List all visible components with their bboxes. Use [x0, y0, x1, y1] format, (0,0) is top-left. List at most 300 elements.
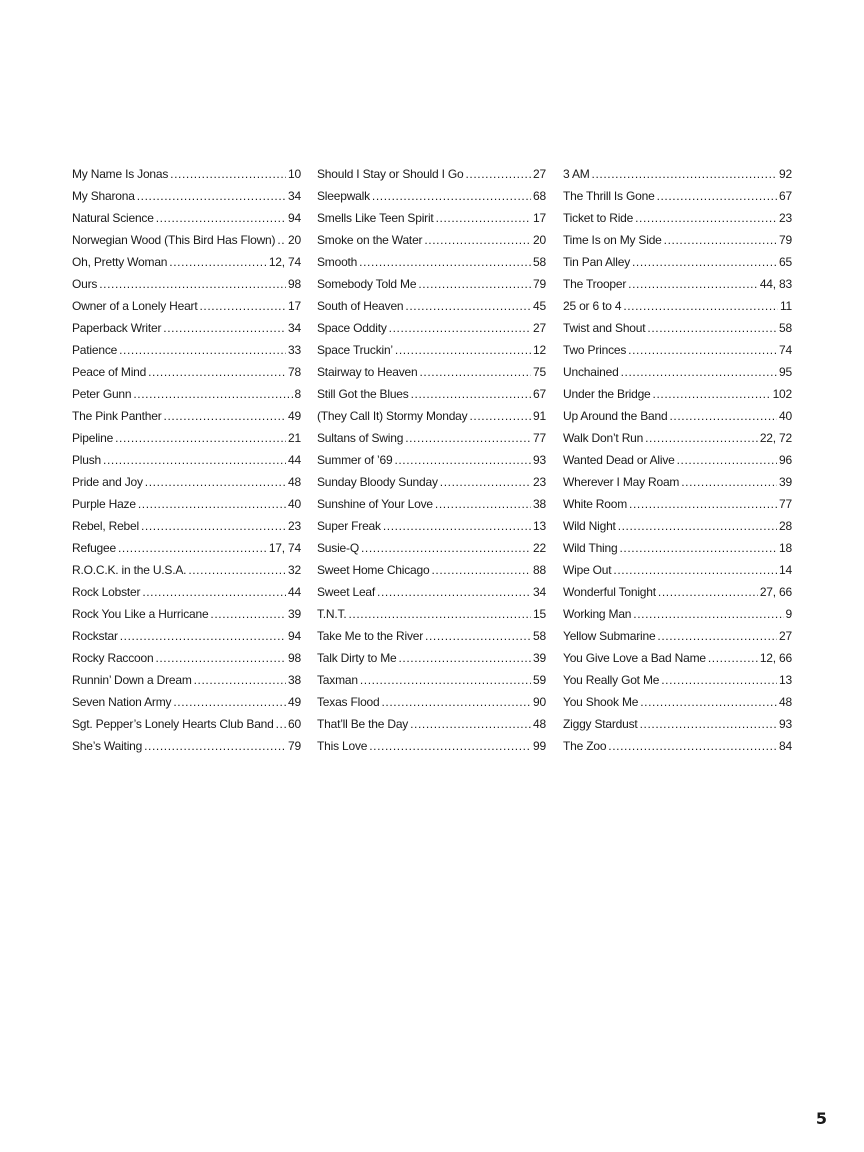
song-title: Sultans of Swing [317, 431, 404, 445]
index-entry [317, 383, 546, 405]
song-page: 27 [533, 167, 546, 181]
song-page: 58 [779, 321, 792, 335]
dot-leader [389, 317, 531, 339]
song-title: Two Princes [563, 343, 627, 357]
dot-leader [657, 625, 777, 647]
song-page: 84 [779, 739, 792, 753]
dot-leader [372, 185, 531, 207]
song-page: 12, 66 [759, 651, 792, 665]
song-title: Rock Lobster [72, 585, 141, 599]
song-page: 79 [533, 277, 546, 291]
song-title: You Give Love a Bad Name [563, 651, 706, 665]
song-title: Owner of a Lonely Heart [72, 299, 198, 313]
index-entry [72, 317, 301, 339]
song-title: My Sharona [72, 189, 135, 203]
dot-leader [369, 735, 531, 757]
song-title: Rocky Raccoon [72, 651, 154, 665]
dot-leader [155, 647, 286, 669]
song-page: 95 [779, 365, 792, 379]
index-column-3 [563, 163, 792, 757]
dot-leader [382, 691, 532, 713]
index-entry [72, 691, 301, 713]
index-entry [317, 471, 546, 493]
index-entry [317, 273, 546, 295]
index-list [563, 163, 792, 757]
dot-leader [164, 405, 287, 427]
dot-leader [410, 713, 531, 735]
dot-leader [613, 559, 777, 581]
song-title: The Thrill Is Gone [563, 189, 655, 203]
index-entry [563, 603, 792, 625]
dot-leader [657, 185, 777, 207]
index-entry [563, 581, 792, 603]
song-title: Susie-Q [317, 541, 359, 555]
dot-leader [398, 647, 531, 669]
index-entry [563, 449, 792, 471]
index-entry [317, 669, 546, 691]
index-entry [563, 471, 792, 493]
index-entry [563, 735, 792, 757]
song-page: 77 [533, 431, 546, 445]
dot-leader [115, 427, 286, 449]
song-title: Up Around the Band [563, 409, 668, 423]
song-page: 22, 72 [759, 431, 792, 445]
song-title: Peace of Mind [72, 365, 147, 379]
song-title: Stairway to Heaven [317, 365, 418, 379]
dot-leader [653, 383, 771, 405]
song-page: 14 [779, 563, 792, 577]
dot-leader [173, 691, 286, 713]
song-title: You Shook Me [563, 695, 639, 709]
dot-leader [99, 273, 286, 295]
song-page: 93 [533, 453, 546, 467]
song-title: Wild Thing [563, 541, 618, 555]
dot-leader [395, 339, 531, 361]
index-entry [317, 559, 546, 581]
song-page: 40 [779, 409, 792, 423]
dot-leader [194, 669, 286, 691]
dot-leader [118, 537, 267, 559]
dot-leader [708, 647, 758, 669]
song-page: 17 [288, 299, 301, 313]
song-page: 44 [288, 453, 301, 467]
index-entry [563, 647, 792, 669]
index-entry [72, 185, 301, 207]
song-title: Runnin’ Down a Dream [72, 673, 192, 687]
song-title: This Love [317, 739, 368, 753]
song-page: 34 [288, 321, 301, 335]
song-page: 38 [288, 673, 301, 687]
index-entry [72, 405, 301, 427]
index-entry [72, 581, 301, 603]
dot-leader [145, 471, 286, 493]
dot-leader [425, 625, 531, 647]
song-page: 17, 74 [268, 541, 301, 555]
song-title: 25 or 6 to 4 [563, 299, 622, 313]
song-title: Take Me to the River [317, 629, 424, 643]
song-title: Walk Don’t Run [563, 431, 644, 445]
dot-leader [435, 493, 531, 515]
index-entry [72, 273, 301, 295]
index-entry [563, 515, 792, 537]
index-entry [72, 251, 301, 273]
song-page: 91 [533, 409, 546, 423]
song-title: South of Heaven [317, 299, 404, 313]
index-entry [563, 383, 792, 405]
song-page: 67 [533, 387, 546, 401]
song-page: 40 [288, 497, 301, 511]
dot-leader [405, 295, 531, 317]
song-page: 67 [779, 189, 792, 203]
song-title: 3 AM [563, 167, 590, 181]
dot-leader [440, 471, 531, 493]
dot-leader [640, 713, 777, 735]
song-title: Under the Bridge [563, 387, 651, 401]
index-entry [317, 647, 546, 669]
index-entry [72, 339, 301, 361]
song-title: Paperback Writer [72, 321, 162, 335]
song-title: Space Oddity [317, 321, 387, 335]
song-title: Twist and Shout [563, 321, 646, 335]
index-entry [317, 251, 546, 273]
index-entry [72, 383, 301, 405]
index-entry [317, 735, 546, 757]
index-entry [317, 515, 546, 537]
dot-leader [592, 163, 778, 185]
song-page: 77 [779, 497, 792, 511]
song-page: 33 [288, 343, 301, 357]
song-title: Ziggy Stardust [563, 717, 638, 731]
index-entry [563, 713, 792, 735]
song-title: Wherever I May Roam [563, 475, 680, 489]
index-entry [563, 559, 792, 581]
dot-leader [424, 229, 531, 251]
index-entry [72, 493, 301, 515]
index-entry [563, 163, 792, 185]
dot-leader [394, 449, 531, 471]
dot-leader [137, 185, 286, 207]
song-page: 60 [288, 717, 301, 731]
song-page: 39 [288, 607, 301, 621]
song-page: 45 [533, 299, 546, 313]
dot-leader [466, 163, 532, 185]
song-title: Talk Dirty to Me [317, 651, 397, 665]
song-page: 32 [288, 563, 301, 577]
index-entry [563, 317, 792, 339]
dot-leader [359, 251, 531, 273]
index-entry [317, 691, 546, 713]
index-entry [72, 603, 301, 625]
index-entry [317, 317, 546, 339]
song-title: Rock You Like a Hurricane [72, 607, 209, 621]
dot-leader [348, 603, 531, 625]
index-entry [317, 405, 546, 427]
song-title: Time Is on My Side [563, 233, 662, 247]
song-title: Working Man [563, 607, 632, 621]
index-entry [317, 603, 546, 625]
dot-leader [628, 273, 758, 295]
song-title: The Pink Panther [72, 409, 162, 423]
index-entry [563, 361, 792, 383]
song-page: 75 [533, 365, 546, 379]
index-entry [563, 691, 792, 713]
index-entry [563, 207, 792, 229]
song-page: 99 [533, 739, 546, 753]
dot-leader [142, 581, 286, 603]
dot-leader [377, 581, 531, 603]
index-entry [563, 251, 792, 273]
song-title: Super Freak [317, 519, 381, 533]
dot-leader [419, 361, 531, 383]
index-entry [72, 537, 301, 559]
song-page: 18 [779, 541, 792, 555]
dot-leader [628, 339, 777, 361]
song-title: Tin Pan Alley [563, 255, 630, 269]
song-page: 11 [779, 299, 792, 313]
dot-leader [640, 691, 777, 713]
index-entry [317, 339, 546, 361]
song-page: 92 [779, 167, 792, 181]
song-page: 58 [533, 629, 546, 643]
song-title: T.N.T. [317, 607, 347, 621]
dot-leader [199, 295, 286, 317]
song-page: 44, 83 [759, 277, 792, 291]
dot-leader [103, 449, 286, 471]
song-title: Rockstar [72, 629, 118, 643]
song-page: 49 [288, 695, 301, 709]
dot-leader [635, 207, 777, 229]
song-page: 98 [288, 651, 301, 665]
song-title: My Name Is Jonas [72, 167, 169, 181]
song-title: Texas Flood [317, 695, 380, 709]
song-title: Wild Night [563, 519, 616, 533]
dot-leader [411, 383, 531, 405]
song-page: 94 [288, 211, 301, 225]
index-entry [563, 185, 792, 207]
dot-leader [632, 251, 777, 273]
song-title: Sleepwalk [317, 189, 370, 203]
song-page: 13 [779, 673, 792, 687]
index-entry [72, 471, 301, 493]
dot-leader [163, 317, 286, 339]
song-page: 88 [533, 563, 546, 577]
song-page: 13 [533, 519, 546, 533]
dot-leader [633, 603, 783, 625]
index-entry [72, 163, 301, 185]
index-entry [72, 647, 301, 669]
song-page: 39 [779, 475, 792, 489]
dot-leader [169, 251, 267, 273]
index-entry [317, 449, 546, 471]
song-title: Seven Nation Army [72, 695, 172, 709]
song-title: Unchained [563, 365, 619, 379]
index-entry [317, 295, 546, 317]
dot-leader [144, 735, 286, 757]
song-title: White Room [563, 497, 628, 511]
index-entry [72, 625, 301, 647]
index-entry [317, 427, 546, 449]
song-title: Taxman [317, 673, 358, 687]
song-title: Ours [72, 277, 98, 291]
dot-leader [661, 669, 777, 691]
dot-leader [677, 449, 777, 471]
song-page: 48 [288, 475, 301, 489]
index-list [317, 163, 546, 757]
song-page: 94 [288, 629, 301, 643]
song-title: Sweet Leaf [317, 585, 376, 599]
song-title: Yellow Submarine [563, 629, 656, 643]
song-title: Pipeline [72, 431, 114, 445]
song-title: Ticket to Ride [563, 211, 634, 225]
dot-leader [141, 515, 286, 537]
dot-leader [469, 405, 531, 427]
song-page: 27, 66 [759, 585, 792, 599]
dot-leader [188, 559, 286, 581]
song-page: 28 [779, 519, 792, 533]
dot-leader [360, 669, 531, 691]
song-title: Purple Haze [72, 497, 136, 511]
index-entry [563, 537, 792, 559]
song-title: Peter Gunn [72, 387, 132, 401]
song-page: 23 [288, 519, 301, 533]
song-page: 12, 74 [268, 255, 301, 269]
song-page: 74 [779, 343, 792, 357]
index-entry [563, 273, 792, 295]
song-title: The Zoo [563, 739, 607, 753]
song-page: 38 [533, 497, 546, 511]
song-page: 39 [533, 651, 546, 665]
song-title: Sweet Home Chicago [317, 563, 430, 577]
index-entry [72, 361, 301, 383]
dot-leader [621, 361, 777, 383]
dot-leader [210, 603, 286, 625]
dot-leader [148, 361, 286, 383]
dot-leader [138, 493, 286, 515]
song-title: Should I Stay or Should I Go [317, 167, 464, 181]
song-page: 58 [533, 255, 546, 269]
dot-leader [681, 471, 777, 493]
song-page: 98 [288, 277, 301, 291]
index-entry [317, 537, 546, 559]
song-page: 17 [533, 211, 546, 225]
index-column-2 [317, 163, 546, 757]
song-title: Sgt. Pepper’s Lonely Hearts Club Band [72, 717, 274, 731]
song-page: 59 [533, 673, 546, 687]
dot-leader [133, 383, 292, 405]
song-title: Oh, Pretty Woman [72, 255, 168, 269]
song-title: Sunshine of Your Love [317, 497, 433, 511]
index-entry [317, 207, 546, 229]
dot-leader [436, 207, 531, 229]
song-title: Natural Science [72, 211, 154, 225]
index-list [72, 163, 301, 757]
dot-leader [645, 427, 758, 449]
index-entry [317, 581, 546, 603]
song-title: Sunday Bloody Sunday [317, 475, 438, 489]
song-title: Pride and Joy [72, 475, 143, 489]
song-page: 34 [533, 585, 546, 599]
index-entry [72, 713, 301, 735]
dot-leader [156, 207, 286, 229]
song-title: Still Got the Blues [317, 387, 409, 401]
song-title: That’ll Be the Day [317, 717, 409, 731]
index-entry [317, 185, 546, 207]
dot-leader [658, 581, 758, 603]
song-page: 90 [533, 695, 546, 709]
song-page: 27 [533, 321, 546, 335]
song-title: R.O.C.K. in the U.S.A. [72, 563, 187, 577]
index-entry [72, 559, 301, 581]
song-page: 79 [779, 233, 792, 247]
index-column-1 [72, 163, 301, 757]
song-page: 96 [779, 453, 792, 467]
song-page: 21 [288, 431, 301, 445]
dot-leader [170, 163, 286, 185]
song-page: 20 [533, 233, 546, 247]
index-entry [72, 427, 301, 449]
song-page: 12 [533, 343, 546, 357]
song-title: Refugee [72, 541, 116, 555]
song-title: Wonderful Tonight [563, 585, 656, 599]
dot-leader [120, 625, 286, 647]
index-entry [563, 405, 792, 427]
index-entry [563, 295, 792, 317]
index-entry [563, 625, 792, 647]
song-page: 23 [533, 475, 546, 489]
song-title: Plush [72, 453, 102, 467]
song-page: 102 [772, 387, 792, 401]
index-entry [317, 229, 546, 251]
dot-leader [619, 537, 777, 559]
page-number: 5 [815, 1109, 827, 1128]
dot-leader [361, 537, 531, 559]
song-page: 65 [779, 255, 792, 269]
song-page: 10 [288, 167, 301, 181]
dot-leader [277, 229, 286, 251]
index-entry [317, 625, 546, 647]
song-title: Somebody Told Me [317, 277, 417, 291]
song-page: 8 [294, 387, 301, 401]
song-title: You Really Got Me [563, 673, 660, 687]
index-entry [72, 229, 301, 251]
index-entry [563, 229, 792, 251]
song-title: Smells Like Teen Spirit [317, 211, 434, 225]
song-title: Patience [72, 343, 118, 357]
song-page: 79 [288, 739, 301, 753]
index-entry [317, 361, 546, 383]
index-entry [72, 669, 301, 691]
song-page: 48 [779, 695, 792, 709]
dot-leader [647, 317, 777, 339]
song-title: She’s Waiting [72, 739, 143, 753]
index-entry [563, 493, 792, 515]
song-title: Smoke on the Water [317, 233, 423, 247]
song-title: Rebel, Rebel [72, 519, 139, 533]
dot-leader [418, 273, 531, 295]
index-entry [563, 669, 792, 691]
song-title: Summer of ’69 [317, 453, 393, 467]
song-page: 68 [533, 189, 546, 203]
index-entry [563, 339, 792, 361]
index-entry [317, 713, 546, 735]
dot-leader [629, 493, 777, 515]
song-title: Norwegian Wood (This Bird Has Flown) [72, 233, 276, 247]
dot-leader [405, 427, 531, 449]
song-page: 34 [288, 189, 301, 203]
song-title: Wipe Out [563, 563, 612, 577]
dot-leader [431, 559, 531, 581]
index-entry [317, 493, 546, 515]
